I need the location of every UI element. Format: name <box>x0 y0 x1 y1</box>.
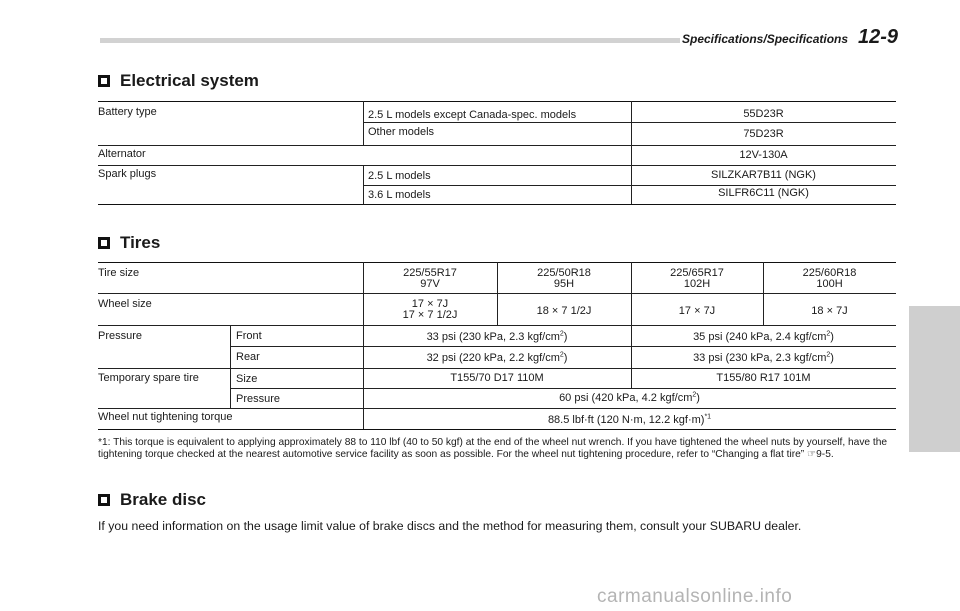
tire-size-value: 225/60R18 <box>802 267 857 279</box>
tire-size-col3 <box>631 268 763 290</box>
header-title: Specifications/Specifications <box>682 32 849 46</box>
pressure-label: Pressure <box>98 330 143 342</box>
wheel-size-col1 <box>363 299 497 321</box>
tire-load-index: 102H <box>683 278 711 290</box>
section-square-icon <box>98 75 110 87</box>
spark-row1-value: SILZKAR7B11 (NGK) <box>711 169 816 181</box>
spare-size-left: T155/70 D17 110M <box>450 372 544 384</box>
battery-row2-value: 75D23R <box>743 128 784 140</box>
wheel-size-line1: 17 × 7J <box>411 298 449 310</box>
front-label: Front <box>236 330 262 342</box>
section-square-icon <box>98 237 110 249</box>
wheel-size-col3: 17 × 7J <box>678 305 716 317</box>
spare-pressure-label: Pressure <box>236 393 281 405</box>
tire-size-value: 225/65R17 <box>670 267 724 279</box>
tire-size-label: Tire size <box>98 267 140 279</box>
battery-label: Battery type <box>98 106 157 118</box>
alternator-label: Alternator <box>98 148 146 160</box>
rear-pressure-right: 33 psi (230 kPa, 2.3 kgf/$cm^2$) <box>693 351 834 364</box>
spare-size-label: Size <box>236 373 258 385</box>
brake-heading-text: Brake disc <box>120 490 206 509</box>
spare-size-right: T155/80 R17 101M <box>716 372 811 384</box>
spark-row1-model: 2.5 L models <box>368 170 431 182</box>
torque-value: 88.5 lbf·ft (120 N·m, 12.2 kgf·m)$^{*1}$ <box>547 413 712 426</box>
spare-pressure-value: 60 psi (420 kPa, 4.2 kgf/$cm^2$) <box>559 391 700 404</box>
battery-row1-value: 55D23R <box>743 108 784 120</box>
tire-size-value: 225/50R18 <box>537 267 591 279</box>
front-pressure-right: 35 psi (240 kPa, 2.4 kgf/$cm^2$) <box>693 330 834 343</box>
tire-size-col2 <box>497 268 631 290</box>
page-number: 12-9 <box>858 26 899 48</box>
battery-row2-model: Other models <box>368 126 435 138</box>
alternator-value: 12V-130A <box>739 149 788 161</box>
spark-row2-model: 3.6 L models <box>368 189 431 201</box>
section-square-icon <box>98 494 110 506</box>
wheel-size-line2: 17 × 7 1/2J <box>402 309 458 321</box>
torque-footnote: *1: This torque is equivalent to applying approximately 88 to 110 lbf (40 to 50 kgf) at the end of the wheel nut wrench. If you have tightened the wheel nuts by yourself, have the tightening torque checked at the nearest automotive service facility as soon as possible. For the wheel nut tightening procedure, refer to “Changing a flat tire” ☞9-5. <box>98 437 888 460</box>
spare-tire-label: Temporary spare tire <box>98 372 199 384</box>
tires-table <box>98 262 896 430</box>
tire-size-value: 225/55R17 <box>403 267 457 279</box>
electrical-heading <box>98 71 259 91</box>
rear-label: Rear <box>236 351 260 363</box>
tire-load-index: 95H <box>553 278 575 290</box>
wheel-size-col2: 18 × 7 1/2J <box>536 305 592 317</box>
battery-row1-model: 2.5 L models except Canada-spec. models <box>368 109 577 121</box>
tire-size-col4 <box>763 268 896 290</box>
wheel-size-col4: 18 × 7J <box>811 305 848 317</box>
wheel-size-label: Wheel size <box>98 298 152 310</box>
torque-label: Wheel nut tightening torque <box>98 411 233 423</box>
electrical-heading-text: Electrical system <box>120 71 259 90</box>
spark-label: Spark plugs <box>98 168 157 180</box>
chapter-tab <box>909 306 960 452</box>
watermark: carmanualsonline.info <box>597 586 793 607</box>
header-rule <box>100 38 680 43</box>
spark-row2-value: SILFR6C11 (NGK) <box>718 187 809 199</box>
tires-heading <box>98 233 160 253</box>
brake-heading <box>98 490 206 510</box>
tire-size-col1 <box>363 268 497 290</box>
brake-disc-text: If you need information on the usage limit value of brake discs and the method for measuring them, consult your SUBARU dealer. <box>98 519 802 533</box>
tires-heading-text: Tires <box>120 233 161 252</box>
electrical-table <box>98 101 896 205</box>
front-pressure-left: 33 psi (230 kPa, 2.3 kgf/$cm^2$) <box>426 330 568 343</box>
rear-pressure-left: 32 psi (220 kPa, 2.2 kgf/$cm^2$) <box>426 351 568 364</box>
tire-load-index: 100H <box>816 278 843 290</box>
tire-load-index: 97V <box>420 278 440 290</box>
